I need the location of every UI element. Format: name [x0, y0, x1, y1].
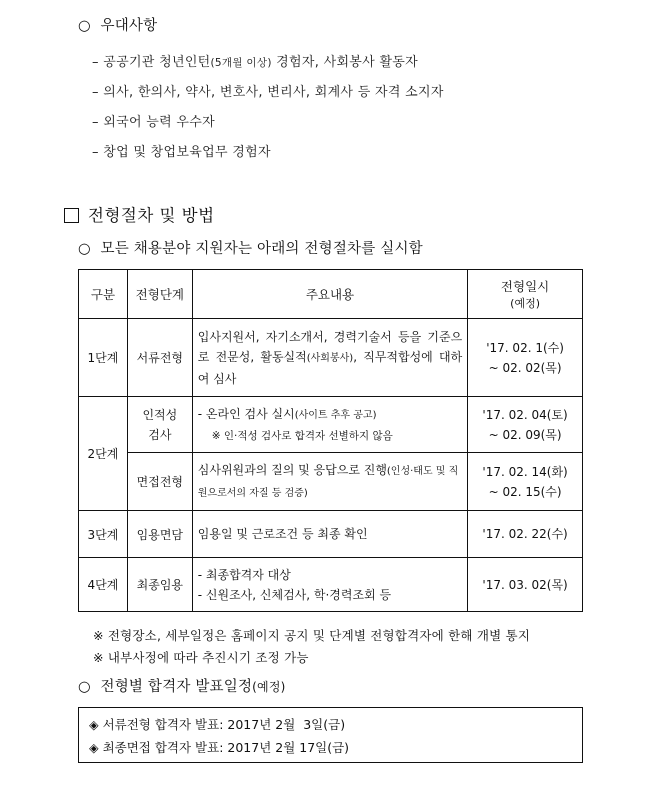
date-cell: '17. 02. 04(토) ~ 02. 09(목): [468, 397, 583, 453]
header-step: 전형단계: [127, 270, 192, 319]
stage-cell: 4단계: [79, 558, 128, 612]
preference-note: (5개월 이상): [210, 57, 272, 69]
announcement-item: ◈ 최종면접 합격자 발표: 2017년 2월 17일(금): [89, 740, 350, 755]
date-cell: '17. 02. 22(수): [468, 511, 583, 558]
table-row: [79, 511, 583, 558]
header-stage: 구분: [79, 270, 128, 319]
table-row: [79, 319, 583, 397]
preference-item: – 외국어 능력 우수자: [92, 115, 215, 130]
content-cell: 입사지원서, 자기소개서, 경력기술서 등을 기준으로 전문성, 활동실적(사회봉사), 직무적합성에 대하여 심사: [192, 319, 467, 397]
section-title: 전형절차 및 방법: [64, 202, 215, 226]
announcement-item: ◈ 서류전형 합격자 발표: 2017년 2월 3일(금): [89, 717, 346, 732]
content-cell: 심사위원과의 질의 및 응답으로 진행(인성·태도 및 직원으로서의 자질 등 검증): [192, 453, 467, 511]
preference-item: – 공공기관 청년인턴(5개월 이상) 경험자, 사회봉사 활동자: [92, 55, 419, 70]
step-cell: 최종임용: [127, 558, 192, 612]
stage-cell: 2단계: [79, 397, 128, 511]
date-cell: '17. 02. 14(화) ~ 02. 15(수): [468, 453, 583, 511]
table-row: [79, 453, 583, 511]
checkbox-square-icon: [64, 208, 79, 223]
preferences-heading-text: 우대사항: [100, 18, 158, 34]
date-cell: '17. 03. 02(목): [468, 558, 583, 612]
procedure-table: [78, 269, 583, 612]
circle-bullet-icon: ○: [78, 241, 91, 257]
circle-bullet-icon: ○: [78, 679, 91, 695]
step-cell: 면접전형: [127, 453, 192, 511]
step-cell: 서류전형: [127, 319, 192, 397]
preference-item: – 창업 및 창업보육업무 경험자: [92, 145, 271, 160]
table-row: [79, 397, 583, 453]
preference-item: – 의사, 한의사, 약사, 변호사, 변리사, 회계사 등 자격 소지자: [92, 85, 444, 100]
date-cell: '17. 02. 1(수) ~ 02. 02(목): [468, 319, 583, 397]
preferences-heading: [78, 14, 157, 35]
announcement-box: [78, 707, 583, 763]
content-cell: - 온라인 검사 실시(사이트 추후 공고) ※ 인·적성 검사로 합격자 선별하지 않음: [192, 397, 467, 453]
section-subheading: ○ 모든 채용분야 지원자는 아래의 전형절차를 실시함: [78, 241, 423, 257]
step-cell: 임용면담: [127, 511, 192, 558]
header-date: 전형일시 (예정): [468, 270, 583, 319]
content-cell: 임용일 및 근로조건 등 최종 확인: [192, 511, 467, 558]
stage-cell: 1단계: [79, 319, 128, 397]
table-row: [79, 558, 583, 612]
table-header-row: [79, 270, 583, 319]
circle-bullet-icon: ○: [78, 18, 91, 34]
note-line: ※ 전형장소, 세부일정은 홈페이지 공지 및 단계별 전형합격자에 한해 개별 통지: [93, 628, 531, 643]
step-cell: 인적성 검사: [127, 397, 192, 453]
stage-cell: 3단계: [79, 511, 128, 558]
header-content: 주요내용: [192, 270, 467, 319]
note-line: ※ 내부사정에 따라 추진시기 조정 가능: [93, 650, 309, 665]
content-cell: - 최종합격자 대상 - 신원조사, 신체검사, 학·경력조회 등: [192, 558, 467, 612]
announcement-heading: ○ 전형별 합격자 발표일정(예정): [78, 679, 286, 695]
